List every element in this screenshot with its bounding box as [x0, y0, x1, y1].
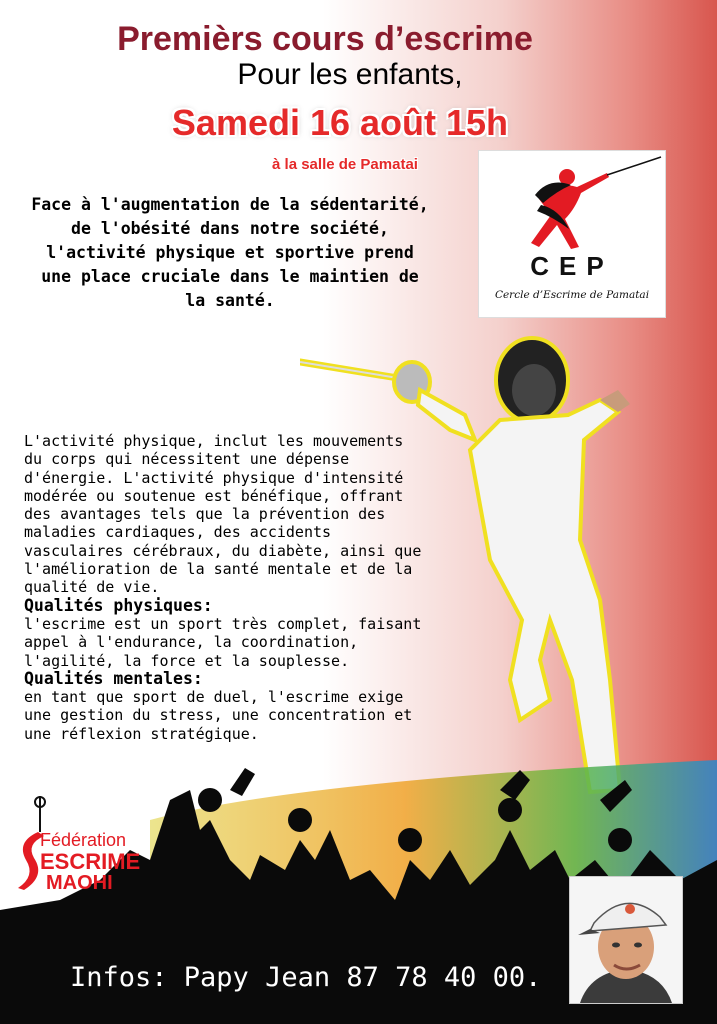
- federation-line1: Fédération: [40, 830, 127, 850]
- portrait-avatar-icon: [570, 877, 682, 1003]
- cep-logo: [478, 150, 666, 318]
- physical-text: l'escrime est un sport très complet, faisant appel à l'endurance, la coordination, l'agilité, la force et la souplesse.: [24, 614, 422, 670]
- page-subtitle: Pour les enfants,: [237, 58, 463, 91]
- event-date: Samedi 16 août 15h: [171, 102, 509, 143]
- body-paragraph: L'activité physique, inclut les mouvements du corps qui nécessitent une dépense d'énergie. L'activité physique d'intensité modérée ou soutenue est bénéfique, offrant des avantages tels que la prévention des maladies cardiaques, des accidents vasculaires cérébraux, du diabète, ainsi que l'amélioration de la santé mentale et de la qualité de vie.: [24, 432, 422, 597]
- page-title: Premièrs cours d’escrime: [117, 20, 533, 58]
- federation-line3: MAOHI: [46, 872, 113, 894]
- physical-heading: Qualités physiques:: [24, 595, 213, 615]
- cep-name: CEP: [530, 251, 614, 281]
- portrait: [569, 876, 683, 1004]
- body-text: [24, 432, 424, 743]
- mental-text: en tant que sport de duel, l'escrime exige une gestion du stress, une concentration et une réflexion stratégique.: [24, 688, 413, 743]
- contact-info: Infos: Papy Jean 87 78 40 00.: [70, 962, 542, 993]
- federation-line2: ESCRIME: [40, 849, 141, 874]
- mental-heading: Qualités mentales:: [24, 668, 203, 688]
- fencer-logo-icon: [479, 151, 665, 251]
- cep-subtitle: Cercle d’Escrime de Pamatai: [494, 289, 650, 301]
- event-venue: à la salle de Pamatai: [272, 156, 418, 173]
- intro-text: Face à l'augmentation de la sédentarité, de l'obésité dans notre société, l'activité physique et sportive prend une place cruciale dans le maintien de la santé.: [31, 195, 429, 310]
- federation-logo: [12, 792, 152, 892]
